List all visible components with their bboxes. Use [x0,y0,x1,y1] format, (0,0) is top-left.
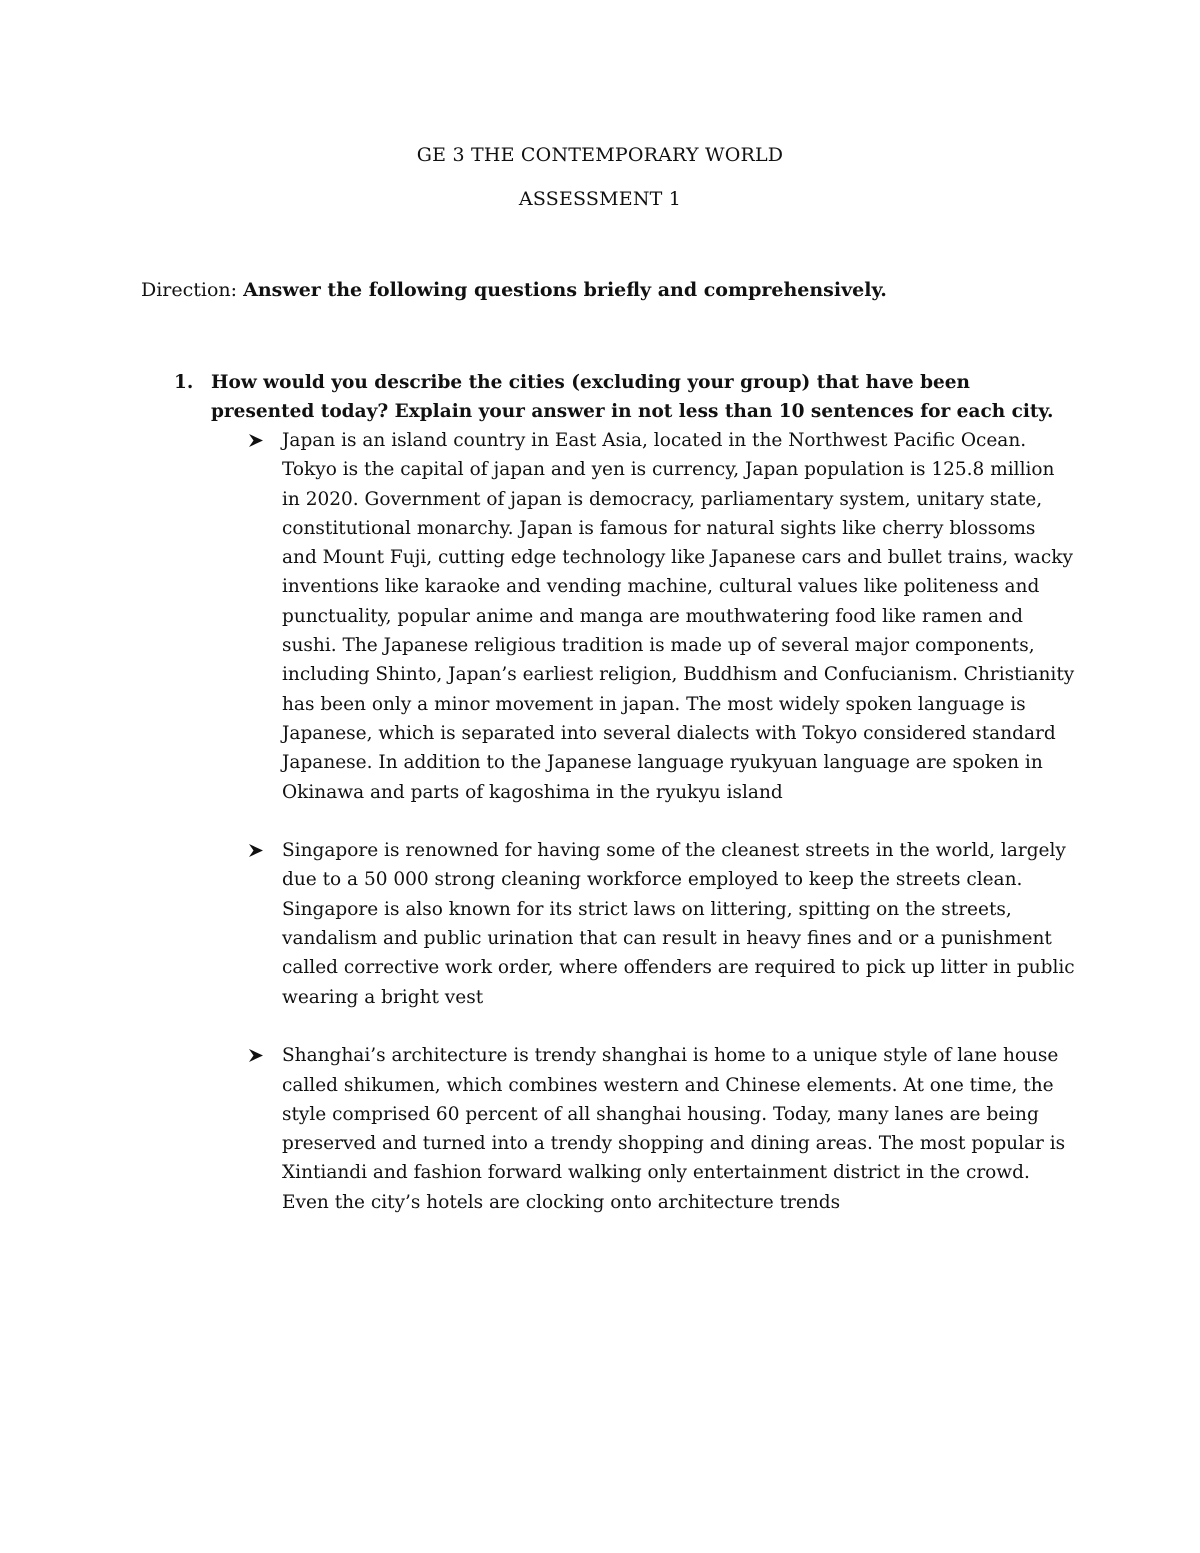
answer-item-japan [246,426,1076,807]
arrowhead-bullet-icon [246,1041,270,1070]
answer-text: Shanghai’s architecture is trendy shanghai is home to a unique style of lane house called shikumen, which combines western and Chinese elements. At one time, the style comprised 60 percent of all shanghai housing. Today, many lanes are being preserved and turned into a trendy shopping and dining areas. The most popular is Xintiandi and fashion forward walking only entertainment district in the crowd. Even the city’s hotels are clocking onto architecture trends [282,1045,1066,1213]
question-text: How would you describe the cities (excluding your group) that have been presented today? Explain your answer in not less than 10 sentences for each city. [211,372,1054,422]
question-number: 1. [174,372,194,393]
arrowhead-bullet-icon [246,836,270,865]
direction-text: Answer the following questions briefly and comprehensively. [243,279,887,301]
arrowhead-bullet-icon [246,426,270,455]
answer-list [246,426,1076,1246]
answer-item-shanghai [246,1041,1076,1217]
direction-line [141,279,887,301]
direction-label: Direction: [141,279,244,301]
answer-text: Singapore is renowned for having some of the cleanest streets in the world, largely due to a 50 000 strong cleaning workforce employed to keep the streets clean. Singapore is also known for its strict laws on littering, spitting on the streets, vandalism and public urination that can result in heavy fines and or a punishment called corrective work order, where offenders are required to pick up litter in public wearing a bright vest [282,840,1075,1008]
answer-text: Japan is an island country in East Asia, located in the Northwest Pacific Ocean. Tokyo is the capital of japan and yen is currency, Japan population is 125.8 million in 2020. Government of japan is democracy, parliamentary system, unitary state, constitutional monarchy. Japan is famous for natural sights like cherry blossoms and Mount Fuji, cutting edge technology like Japanese cars and bullet trains, wacky inventions like karaoke and vending machine, cultural values like politeness and punctuality, popular anime and manga are mouthwatering food like ramen and sushi. The Japanese religious tradition is made up of several major components, including Shinto, Japan’s earliest religion, Buddhism and Confucianism. Christianity has been only a minor movement in japan. The most widely spoken language is Japanese, which is separated into several dialects with Tokyo considered standard Japanese. In addition to the Japanese language ryukyuan language are spoken in Okinawa and parts of kagoshima in the ryukyu island [282,430,1075,803]
assessment-title: ASSESSMENT 1 [518,188,682,210]
answer-item-singapore [246,836,1076,1012]
course-title: GE 3 THE CONTEMPORARY WORLD [416,144,784,166]
question-1 [174,369,1074,426]
